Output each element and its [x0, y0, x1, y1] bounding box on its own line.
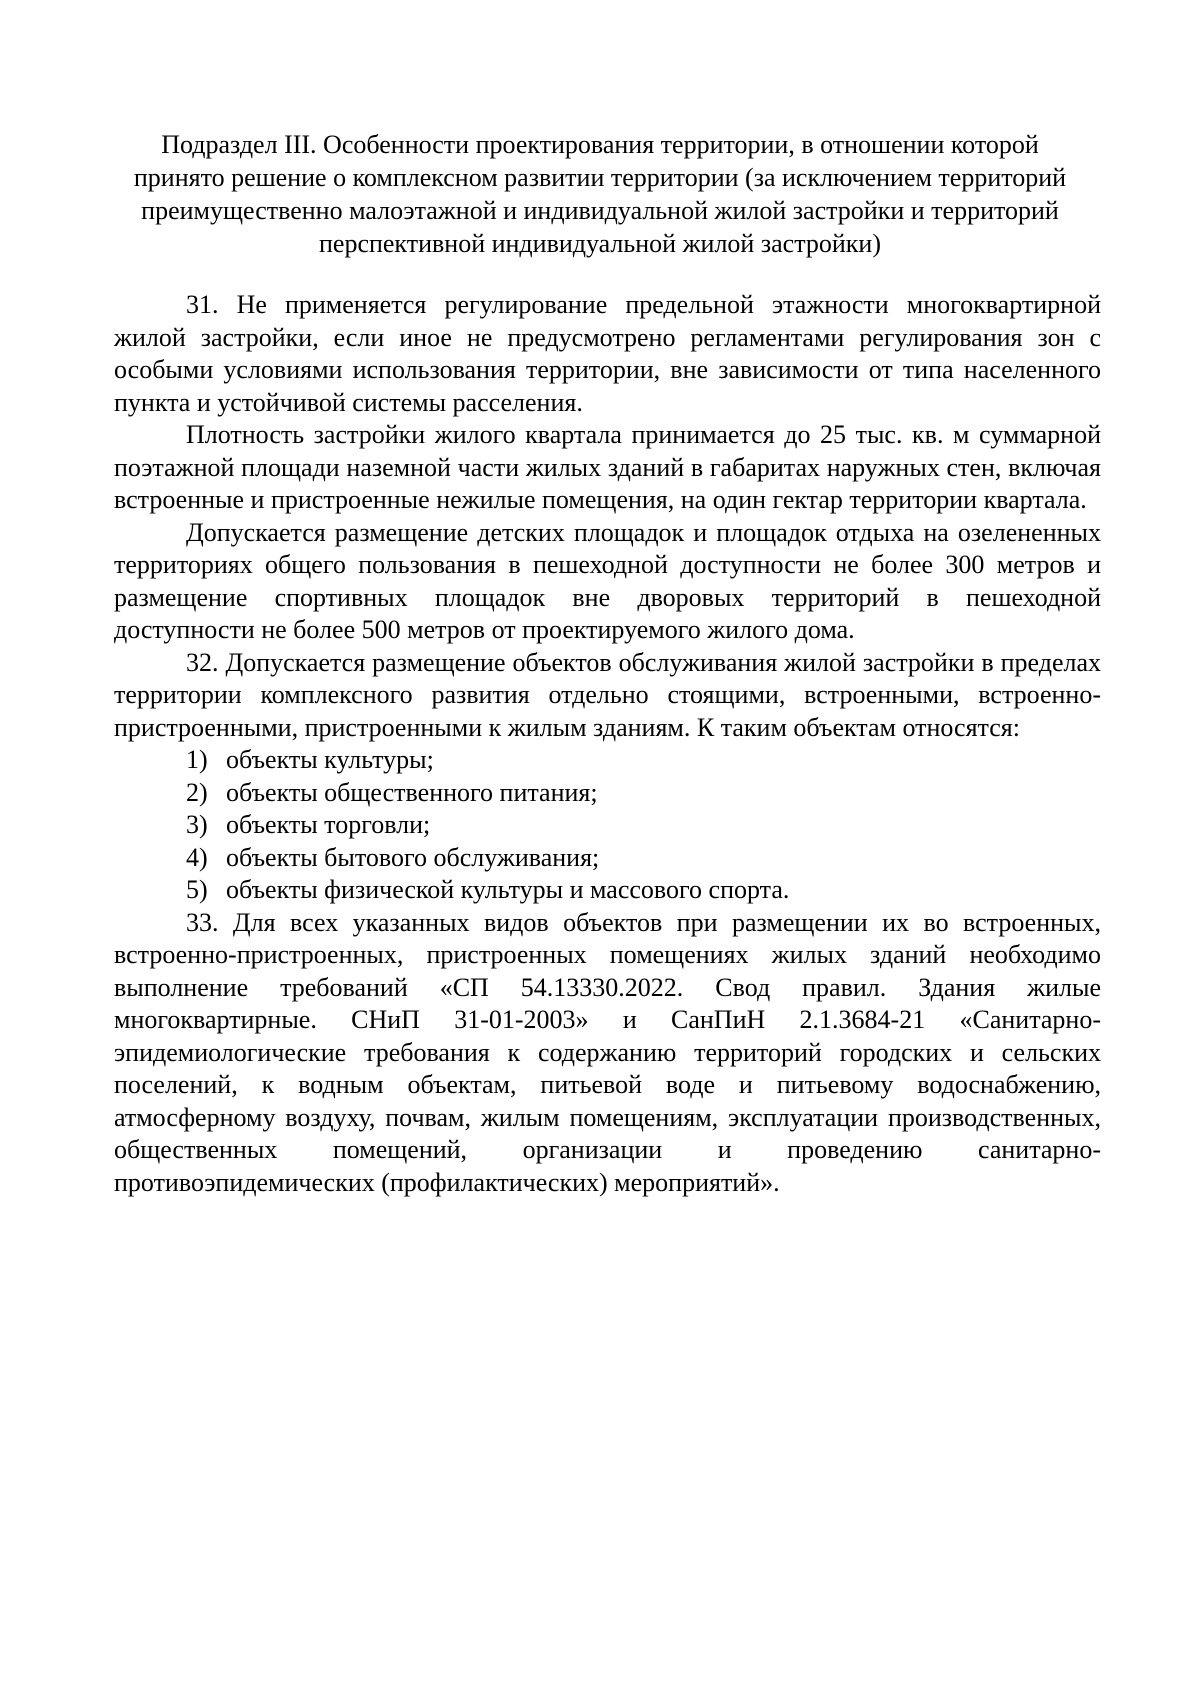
- service-objects-list: [114, 744, 1101, 907]
- list-item-number: 3): [186, 810, 208, 839]
- list-item: [114, 744, 1101, 777]
- list-item-text: объекты культуры;: [226, 745, 434, 774]
- list-item: [114, 842, 1101, 875]
- list-item-text: объекты физической культуры и массового спорта.: [226, 875, 790, 904]
- paragraph-density: Плотность застройки жилого квартала принимается до 25 тыс. кв. м суммарной поэтажной площади наземной части жилых зданий в габаритах наружных стен, включая встроенные и пристроенные нежилые помещения, на один гектар территории квартала.: [114, 420, 1101, 514]
- document-body: [114, 289, 1101, 1199]
- list-item: [114, 777, 1101, 810]
- list-item-number: 2): [186, 777, 208, 807]
- list-item-number: 1): [186, 745, 208, 774]
- paragraph-32: 32. Допускается размещение объектов обслуживания жилой застройки в пределах территории комплексного развития отдельно стоящими, встроенными, встроенно-пристроенными, пристроенными к жилым зданиям. К таким объектам относятся:: [114, 647, 1101, 742]
- list-item-number: 4): [186, 842, 208, 872]
- list-item: [114, 809, 1101, 842]
- paragraph-33: 33. Для всех указанных видов объектов при размещении их во встроенных, встроенно-пристроенных, пристроенных помещениях жилых зданий необходимо выполнение требований «СП 54.13330.2022. Свод правил. Здания жилые многоквартирные. СНиП 31-01-2003» и СанПиН 2.1.3684-21 «Санитарно-эпидемиологические требования к содержанию территорий городских и сельских поселений, к водным объектам, питьевой воде и питьевому водоснабжению, атмосферному воздуху, почвам, жилым помещениям, эксплуатации производственных, общественных помещений, организации и проведению санитарно-противоэпидемических (профилактических) мероприятий».: [114, 907, 1101, 1197]
- list-item: [114, 874, 1101, 907]
- paragraph-playgrounds: Допускается размещение детских площадок и площадок отдыха на озелененных территориях общего пользования в пешеходной доступности не более 300 метров и размещение спортивных площадок вне дворовых территорий в пешеходной доступности не более 500 метров от проектируемого жилого дома.: [114, 517, 1101, 644]
- list-item-text: объекты бытового обслуживания;: [226, 842, 600, 872]
- list-item-text: объекты общественного питания;: [226, 777, 598, 807]
- list-item-text: объекты торговли;: [226, 810, 431, 839]
- paragraph-31: 31. Не применяется регулирование предельной этажности многоквартирной жилой застройки, если иное не предусмотрено регламентами регулирования зон с особыми условиями использования территории, вне зависимости от типа населенного пункта и устойчивой системы расселения.: [114, 290, 1101, 417]
- subsection-heading: Подраздел III. Особенности проектирования территории, в отношении которой принято решение о комплексном развитии территории (за исключением территорий преимущественно малоэтажной и индивидуальной жилой застройки и территорий перспективной индивидуальной жилой застройки): [133, 130, 1067, 258]
- list-item-number: 5): [186, 875, 208, 904]
